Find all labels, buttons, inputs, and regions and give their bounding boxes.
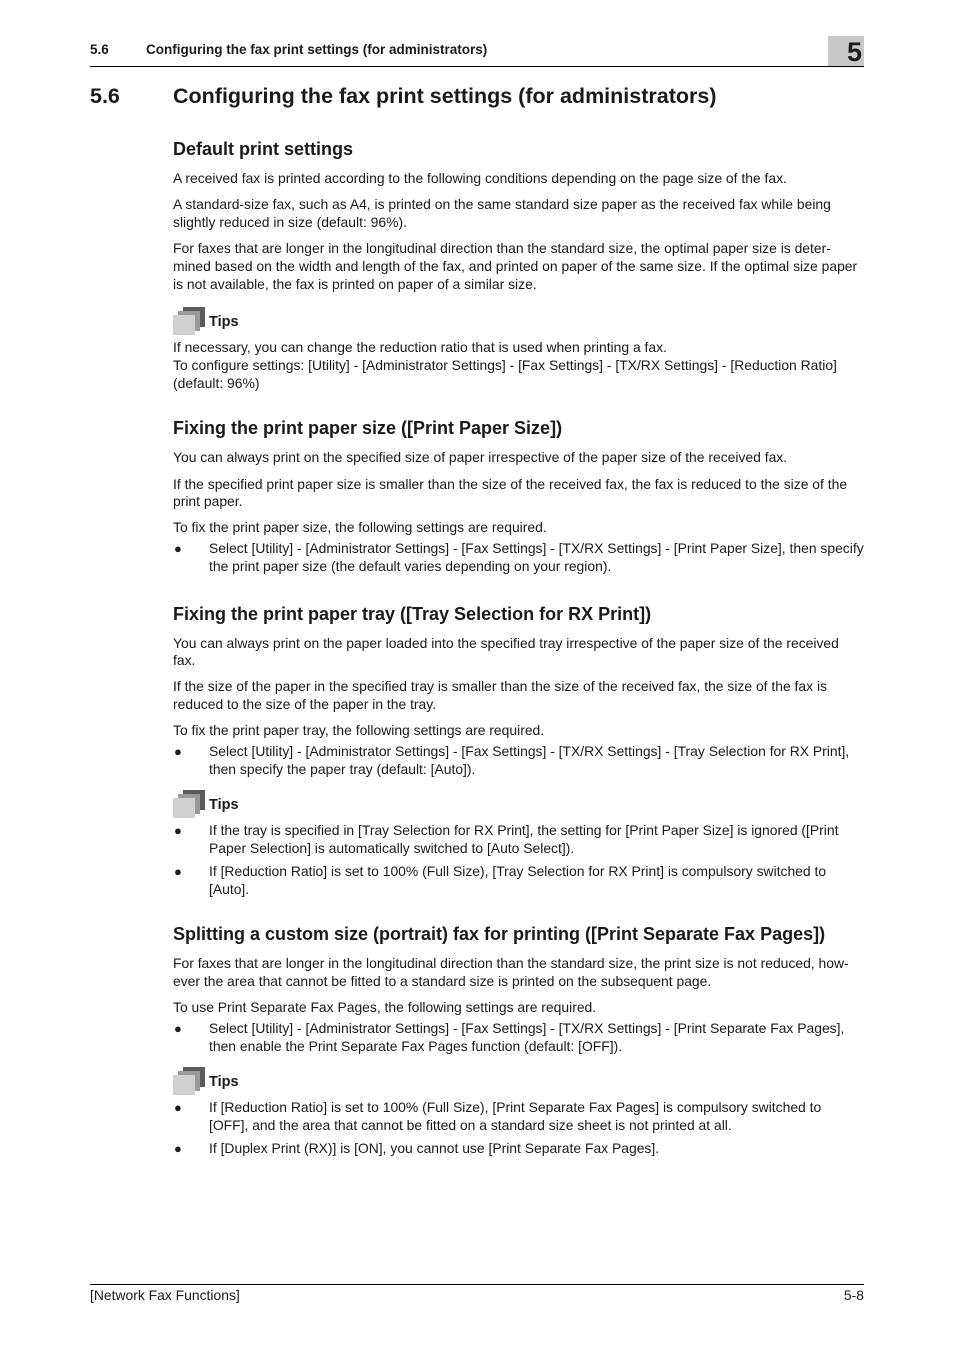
list-item-text: Select [Utility] - [Administrator Settings] - [Fax Settings] - [TX/RX Settings] - [Print Separate Fax Pages], then enable the Print Separate Fax Pages function (default: [OFF]). xyxy=(209,1019,845,1054)
list-item xyxy=(173,540,864,575)
list-item-text: If [Reduction Ratio] is set to 100% (Full Size), [Print Separate Fax Pages] is compulsory switched to [OFF], and the area that cannot be fitted on a standard size sheet is not printed at all. xyxy=(209,1099,822,1133)
tips-block xyxy=(173,1067,864,1157)
heading-print-paper-tray: Fixing the print paper tray ([Tray Selection for RX Print]) xyxy=(173,603,652,624)
paragraph: You can always print on the specified size of paper irrespective of the paper size of the received fax. xyxy=(173,449,788,466)
list-item-text: If [Duplex Print (RX)] is [ON], you cannot use [Print Separate Fax Pages]. xyxy=(209,1139,660,1156)
tips-header xyxy=(173,790,864,818)
tips-bullet-list xyxy=(173,822,864,898)
tips-label: Tips xyxy=(209,797,239,814)
chapter-number-tab: 5 xyxy=(828,36,864,66)
paragraph: To fix the print paper size, the following settings are required. xyxy=(173,519,547,536)
list-item-text: If [Reduction Ratio] is set to 100% (Full Size), [Tray Selection for RX Print] is compulsory switched to [Auto]. xyxy=(209,862,827,897)
tips-header xyxy=(173,1067,864,1095)
tips-text: If necessary, you can change the reduction ratio that is used when printing a fax. xyxy=(173,339,667,356)
list-item xyxy=(173,1140,864,1158)
list-item-text: Select [Utility] - [Administrator Settings] - [Fax Settings] - [TX/RX Settings] - [Tray Selection for RX Print], then specify the paper tray (default: [Auto]). xyxy=(209,743,850,777)
list-item xyxy=(173,743,864,778)
list-item xyxy=(173,1020,864,1055)
tips-pages-icon xyxy=(173,790,207,818)
section-number: 5.6 xyxy=(90,84,120,108)
header-section-title: Configuring the fax print settings (for administrators) xyxy=(146,42,488,57)
section-title: Configuring the fax print settings (for administrators) xyxy=(173,84,717,108)
bullet-icon: ● xyxy=(174,863,182,879)
list-item xyxy=(173,822,864,857)
bullet-list xyxy=(173,540,864,575)
tips-block xyxy=(173,307,864,392)
tips-label: Tips xyxy=(209,1074,239,1091)
tips-label: Tips xyxy=(209,314,239,331)
tips-block xyxy=(173,790,864,898)
bullet-list xyxy=(173,1020,864,1055)
list-item-text: Select [Utility] - [Administrator Settings] - [Fax Settings] - [TX/RX Settings] - [Print Paper Size], then specify the print paper size (the default varies depending on your region). xyxy=(209,540,864,574)
paragraph: For faxes that are longer in the longitudinal direction than the standard size, the print size is not reduced, how-ever the area that cannot be fitted to a standard size is printed on the subsequent page. xyxy=(173,955,849,989)
paragraph: If the specified print paper size is smaller than the size of the received fax, the fax is reduced to the size of the print paper. xyxy=(173,475,848,510)
list-item xyxy=(173,1099,864,1134)
paragraph: For faxes that are longer in the longitudinal direction than the standard size, the optimal paper size is deter-mined based on the width and length of the fax, and printed on paper of the same size. If the optimal size paper is not available, the fax is printed on paper of a similar size. xyxy=(173,240,858,292)
heading-print-paper-size: Fixing the print paper size ([Print Paper Size]) xyxy=(173,418,563,439)
tips-pages-icon xyxy=(173,1067,207,1095)
bullet-list xyxy=(173,743,864,778)
main-content xyxy=(173,137,864,1162)
paragraph: To fix the print paper tray, the following settings are required. xyxy=(173,722,545,739)
header-section-number: 5.6 xyxy=(90,42,109,57)
tips-bullet-list xyxy=(173,1099,864,1157)
page-number: 5-8 xyxy=(843,1287,864,1303)
bullet-icon: ● xyxy=(174,541,182,557)
paragraph: If the size of the paper in the specified tray is smaller than the size of the received fax, the size of the fax is reduced to the size of the paper in the tray. xyxy=(173,678,827,713)
tips-pages-icon xyxy=(173,307,207,335)
heading-default-print-settings: Default print settings xyxy=(173,139,354,159)
tips-header xyxy=(173,307,864,335)
bullet-icon: ● xyxy=(174,744,182,760)
tips-text: To configure settings: [Utility] - [Administrator Settings] - [Fax Settings] - [TX/RX Settings] - [Reduction Ratio] (default: 96%) xyxy=(173,356,837,391)
running-header xyxy=(90,37,864,67)
paragraph: A standard-size fax, such as A4, is printed on the same standard size paper as the received fax while being slightly reduced in size (default: 96%). xyxy=(173,196,831,230)
page-footer xyxy=(90,1284,864,1303)
bullet-icon: ● xyxy=(174,823,182,839)
paragraph: You can always print on the paper loaded into the specified tray irrespective of the paper size of the received fax. xyxy=(173,634,839,669)
footer-chapter-name: [Network Fax Functions] xyxy=(90,1287,240,1303)
bullet-icon: ● xyxy=(174,1140,182,1156)
paragraph: A received fax is printed according to the following conditions depending on the page size of the fax. xyxy=(173,170,787,186)
bullet-icon: ● xyxy=(174,1100,182,1116)
bullet-icon: ● xyxy=(174,1020,182,1036)
list-item xyxy=(173,863,864,898)
paragraph: To use Print Separate Fax Pages, the following settings are required. xyxy=(173,999,597,1016)
list-item-text: If the tray is specified in [Tray Selection for RX Print], the setting for [Print Paper Size] is ignored ([Print Paper Selection] is automatically switched to [Auto Select]). xyxy=(209,822,839,857)
heading-print-separate-fax-pages: Splitting a custom size (portrait) fax for printing ([Print Separate Fax Pages]) xyxy=(173,924,826,945)
